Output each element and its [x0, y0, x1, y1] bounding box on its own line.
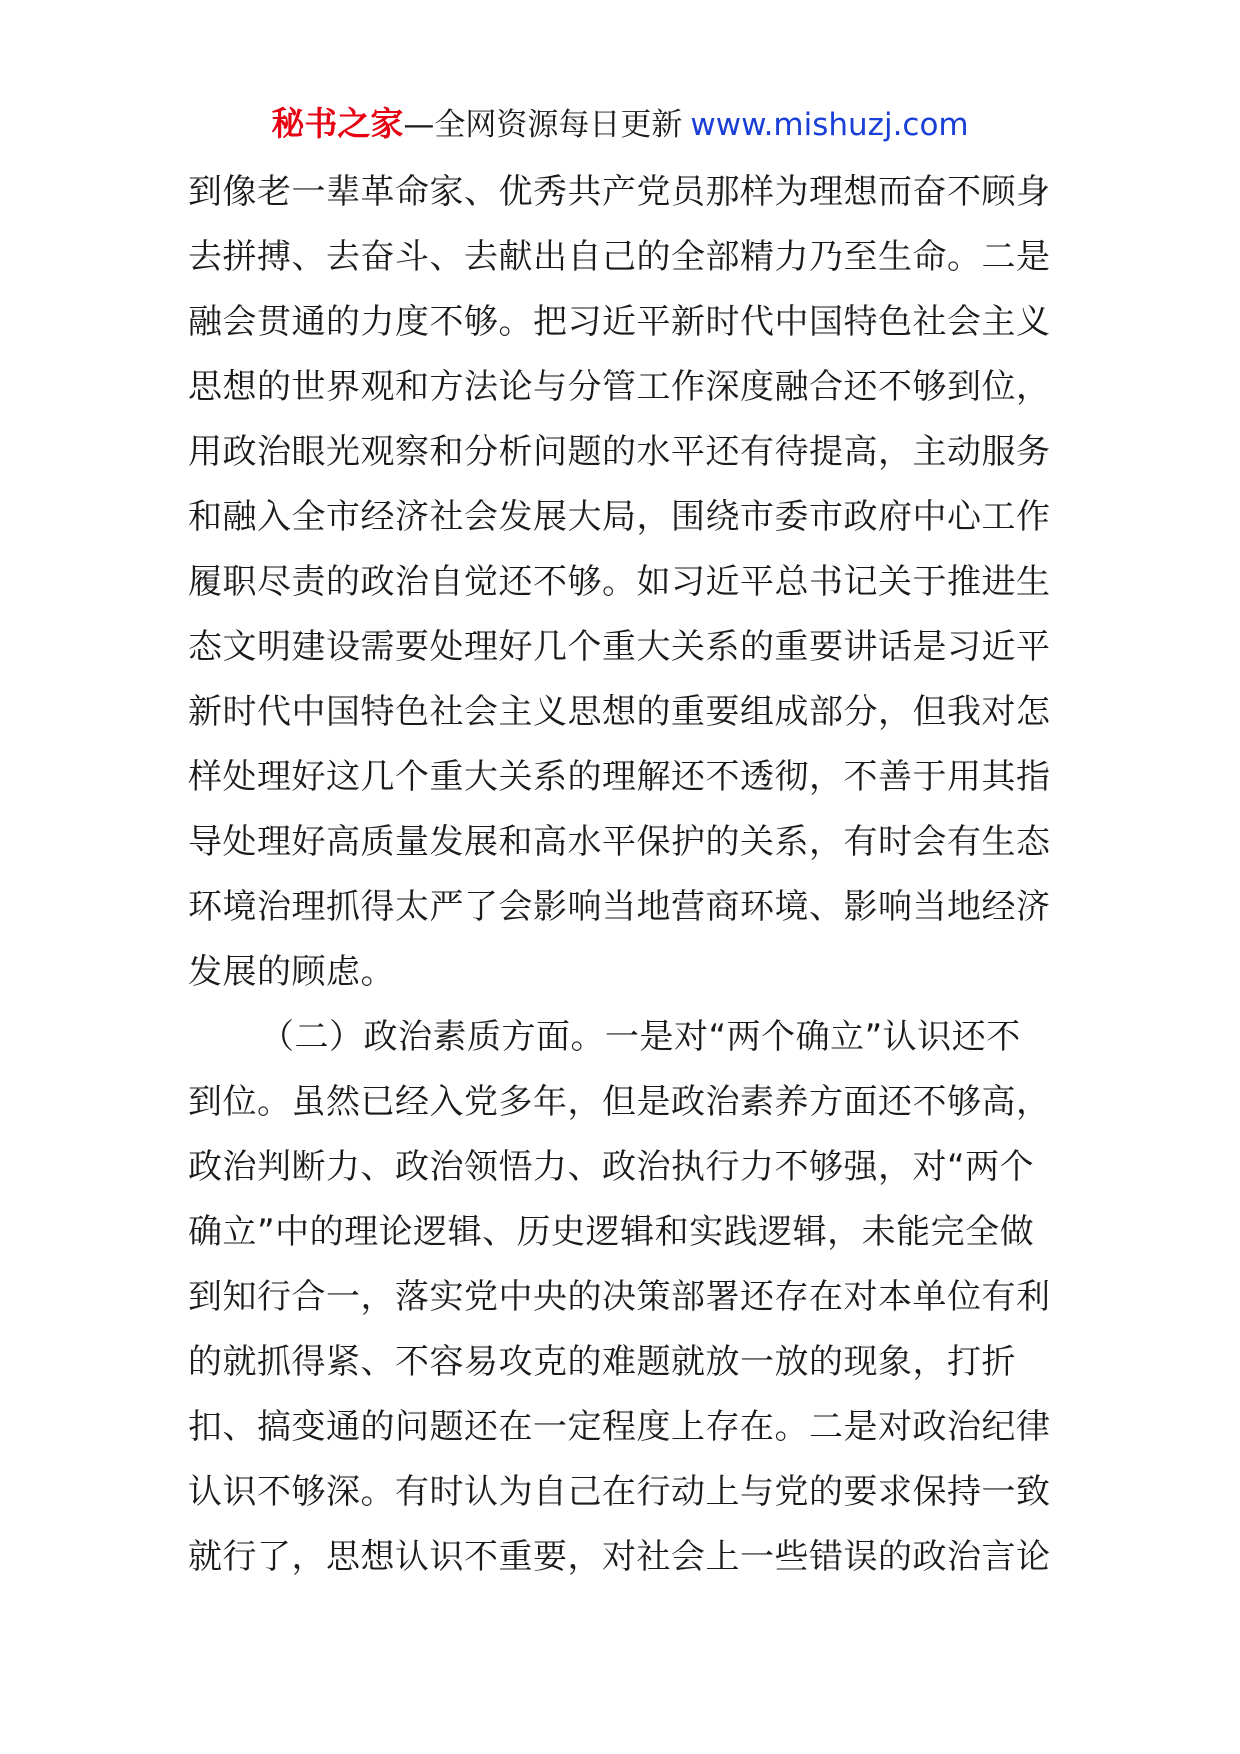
text-line: 到位。虽然已经入党多年，但是政治素养方面还不够高， — [188, 1082, 1051, 1122]
text-line: 用政治眼光观察和分析问题的水平还有待提高，主动服务 — [188, 432, 1051, 472]
text-line: 去拼搏、去奋斗、去献出自己的全部精力乃至生命。二是 — [188, 237, 1051, 277]
text-line: 态文明建设需要处理好几个重大关系的重要讲话是习近平 — [188, 627, 1051, 667]
section-heading-line: （二）政治素质方面。一是对“两个确立”认识还不 — [260, 1017, 1021, 1057]
text-line: 政治判断力、政治领悟力、政治执行力不够强，对“两个 — [188, 1147, 1035, 1187]
site-tagline: —全网资源每日更新 — [403, 107, 683, 143]
page-header — [0, 102, 1240, 147]
text-line: 履职尽责的政治自觉还不够。如习近平总书记关于推进生 — [188, 562, 1051, 602]
site-url-link[interactable]: www.mishuzj.com — [690, 107, 969, 143]
text-line: 到像老一辈革命家、优秀共产党员那样为理想而奋不顾身 — [188, 172, 1051, 212]
text-line: 导处理好高质量发展和高水平保护的关系，有时会有生态 — [188, 822, 1051, 862]
text-line: 环境治理抓得太严了会影响当地营商环境、影响当地经济 — [188, 887, 1051, 927]
text-line: 扣、搞变通的问题还在一定程度上存在。二是对政治纪律 — [188, 1407, 1051, 1447]
text-line: 思想的世界观和方法论与分管工作深度融合还不够到位， — [188, 367, 1051, 407]
text-line: 认识不够深。有时认为自己在行动上与党的要求保持一致 — [188, 1472, 1051, 1512]
text-line: 样处理好这几个重大关系的理解还不透彻，不善于用其指 — [188, 757, 1051, 797]
text-line: 发展的顾虑。 — [188, 952, 395, 992]
text-line: 和融入全市经济社会发展大局，围绕市委市政府中心工作 — [188, 497, 1051, 537]
document-body — [188, 160, 1056, 1590]
text-line: 新时代中国特色社会主义思想的重要组成部分，但我对怎 — [188, 692, 1051, 732]
text-line: 就行了，思想认识不重要，对社会上一些错误的政治言论 — [188, 1537, 1051, 1577]
text-line: 融会贯通的力度不够。把习近平新时代中国特色社会主义 — [188, 302, 1051, 342]
text-line: 确立”中的理论逻辑、历史逻辑和实践逻辑，未能完全做 — [188, 1212, 1035, 1252]
text-line: 的就抓得紧、不容易攻克的难题就放一放的现象，打折 — [188, 1342, 1016, 1382]
site-brand: 秘书之家 — [271, 104, 404, 143]
text-line: 到知行合一，落实党中央的决策部署还存在对本单位有利 — [188, 1277, 1051, 1317]
